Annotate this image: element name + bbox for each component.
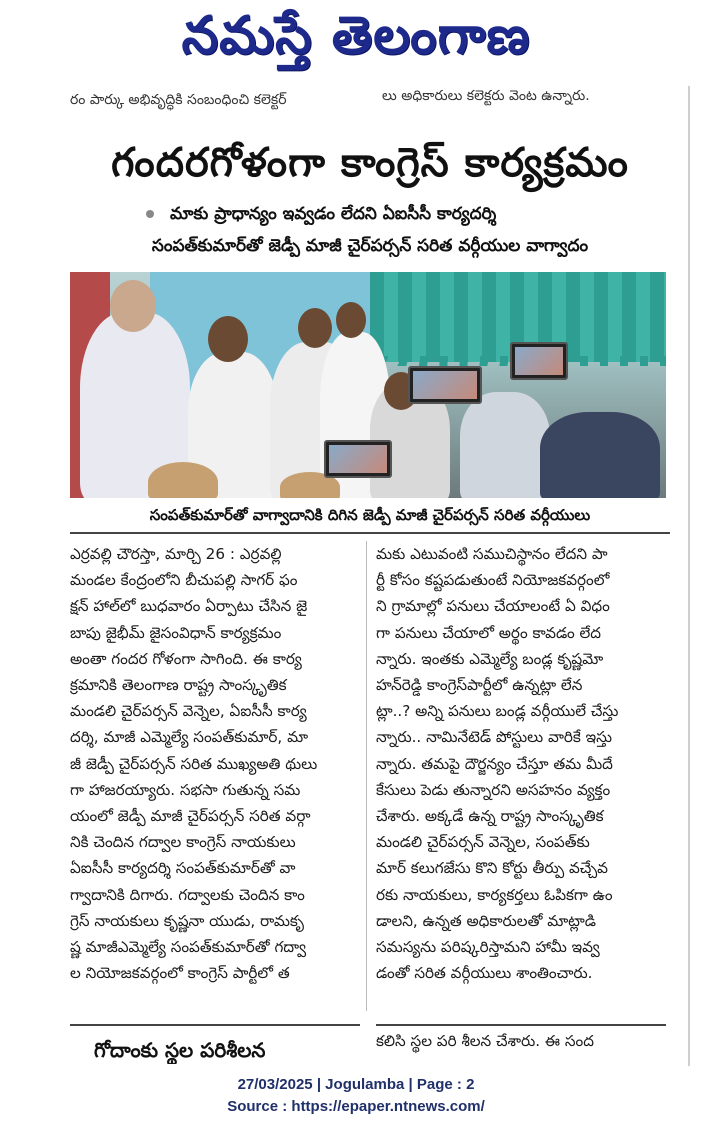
clipping-border [688, 86, 690, 1066]
news-clipping [70, 86, 690, 1066]
article-line: గ్రెస్ నాయకులు కృష్ణనా యుడు, రామకృ [70, 911, 304, 930]
article-line: రకు నాయకులు, కార్యకర్తలు ఓపికగా ఉం [376, 885, 613, 904]
photo-head [208, 316, 248, 362]
article-line: డాలని, ఉన్నత అధికారులతో మాట్లాడి [376, 911, 597, 930]
article-line: ని గ్రామాల్లో పనులు చేయాలంటే ఏ విధం [376, 597, 610, 616]
news-photo [70, 272, 666, 498]
cut-previous-text-right: లు అధికారులు కలెక్టరు వెంట ఉన్నారు. [382, 88, 590, 104]
next-article-text: కలిసి స్థల పరి శీలన చేశారు. ఈ సంద [376, 1032, 594, 1050]
photo-head [110, 280, 156, 332]
masthead [0, 0, 712, 86]
phone-icon [324, 440, 392, 478]
article-line: దర్శి, మాజీ ఎమ్మెల్యే సంపత్‌కుమార్, మా [70, 728, 309, 747]
article-line: యంలో జెడ్పీ మాజీ చైర్‌పర్సన్ సరిత వర్గా [70, 807, 311, 826]
article-line: జీ జెడ్పీ చైర్‌పర్సన్ సరిత ముఖ్యఅతి థులు [70, 754, 318, 773]
article-line: బాపు జైభీమ్ జైసంవిధాన్ కార్యక్రమం [70, 623, 282, 642]
article-headline: గందరగోళంగా కాంగ్రెస్ కార్యక్రమం [111, 140, 629, 186]
article-body-right [376, 541, 664, 986]
cut-previous-text-left: రం పార్కు అభివృద్ధికి సంబంధించి కలెక్టర్ [70, 92, 287, 108]
article-line: గా పనులు చేయాలో అర్థం కావడం లేద [376, 623, 601, 642]
article-line: మార్ కలుగజేసు కొని కోర్టు తీర్పు వచ్చేవ [376, 859, 608, 878]
photo-caption: సంపత్‌కుమార్‌తో వాగ్వాదానికి దిగిన జెడ్పీ మాజీ చైర్‌పర్సన్ సరిత వర్గీయులు [149, 506, 591, 524]
article-line: క్రమానికి తెలంగాణ రాష్ట్ర సాంస్కృతిక [70, 676, 287, 695]
article-line: ఎర్రవల్లి చౌరస్తా, మార్చి 26 : ఎర్రవల్లి [70, 545, 282, 563]
article-line: న్నారు.. నామినేటెడ్ పోస్టులు వారికే ఇస్తు [376, 728, 613, 747]
article-line: న్నారు. ఇంతకు ఎమ్మెల్యే బండ్ల కృష్ణమో [376, 649, 604, 668]
article-line: ఏఐసీసీ కార్యదర్శి సంపత్‌కుమార్‌తో వా [70, 859, 296, 878]
column-divider [366, 541, 367, 1011]
article-line: ట్లా..? అన్ని పనులు బండ్ల వర్గీయులే చేస్తు [376, 702, 619, 721]
article-line: డంతో సరిత వర్గీయులు శాంతించారు. [376, 964, 593, 983]
phone-icon [408, 366, 482, 404]
article-line: మకు ఎటువంటి సముచిస్థానం లేదని పా [376, 545, 608, 563]
phone-icon [510, 342, 568, 380]
article-end-rule [70, 1024, 360, 1026]
article-line: హన్‌రెడ్డి కాంగ్రెస్‌పార్టీలో ఉన్నట్లా లేన [376, 676, 583, 695]
article-line: గా హాజరయ్యారు. సభసా గుతున్న సమ [70, 780, 301, 799]
article-line: మండలి చైర్‌పర్సన్ వెన్నెల, సంపత్‌కు [376, 833, 590, 852]
article-line: మండలి చైర్‌పర్సన్ వెన్నెల, ఏఐసీసీ కార్య [70, 702, 307, 721]
article-line: గ్వాదానికి దిగారు. గద్వాలకు చెందిన కాం [70, 885, 305, 904]
article-line: అంతా గందర గోళంగా సాగింది. ఈ కార్య [70, 649, 302, 668]
article-line: కేసులు పెడు తున్నారని అసహనం వ్యక్తం [376, 780, 611, 799]
article-line: ల నియోజకవర్గంలో కాంగ్రెస్ పార్టీలో త [70, 964, 290, 983]
photo-person [540, 412, 660, 498]
article-line: క్షన్ హాల్‌లో బుధవారం ఏర్పాటు చేసిన జై [70, 597, 308, 616]
article-line: మండల కేంద్రంలోని బీచుపల్లి సాగర్ ఫం [70, 571, 298, 590]
footer-date-edition: 27/03/2025 | Jogulamba | Page : 2 [237, 1076, 475, 1093]
article-end-rule [376, 1024, 666, 1026]
photo-head [298, 308, 332, 348]
next-article-headline: గోదాంకు స్థల పరిశీలన [94, 1038, 266, 1062]
photo-person [460, 392, 550, 498]
footer-source: Source : https://epaper.ntnews.com/ [227, 1098, 485, 1115]
article-line: చేశారు. అక్కడే ఉన్న రాష్ట్ర సాంస్కృతిక [376, 807, 604, 826]
article-subheading-2: సంపత్‌కుమార్‌తో జెడ్పీ మాజీ చైర్‌పర్సన్ సరిత వర్గీయుల వాగ్వాదం [151, 236, 589, 256]
article-body-left [70, 541, 358, 986]
article-line: సమస్యను పరిష్కరిస్తామని హామీ ఇవ్వ [376, 938, 600, 957]
caption-divider [70, 532, 670, 534]
article-subheading-1: మాకు ప్రాధాన్యం ఇవ్వడం లేదని ఏఐసీసీ కార్యదర్శి [170, 204, 497, 224]
article-line: ర్టీ కోసం కష్టపడుతుంటే నియోజకవర్గంలో [376, 571, 610, 590]
photo-head [336, 302, 366, 338]
article-line: న్నారు. తమపై దౌర్జన్యం చేస్తూ తమ మీదే [376, 754, 613, 773]
masthead-title: నమస్తే తెలంగాణ [181, 6, 531, 66]
photo-cap [148, 462, 218, 498]
article-line: ష్ణ మాజీఎమ్మెల్యే సంపత్‌కుమార్‌తో గద్వా [70, 938, 307, 957]
article-line: నికి చెందిన గద్వాల కాంగ్రెస్ నాయకులు [70, 833, 296, 852]
